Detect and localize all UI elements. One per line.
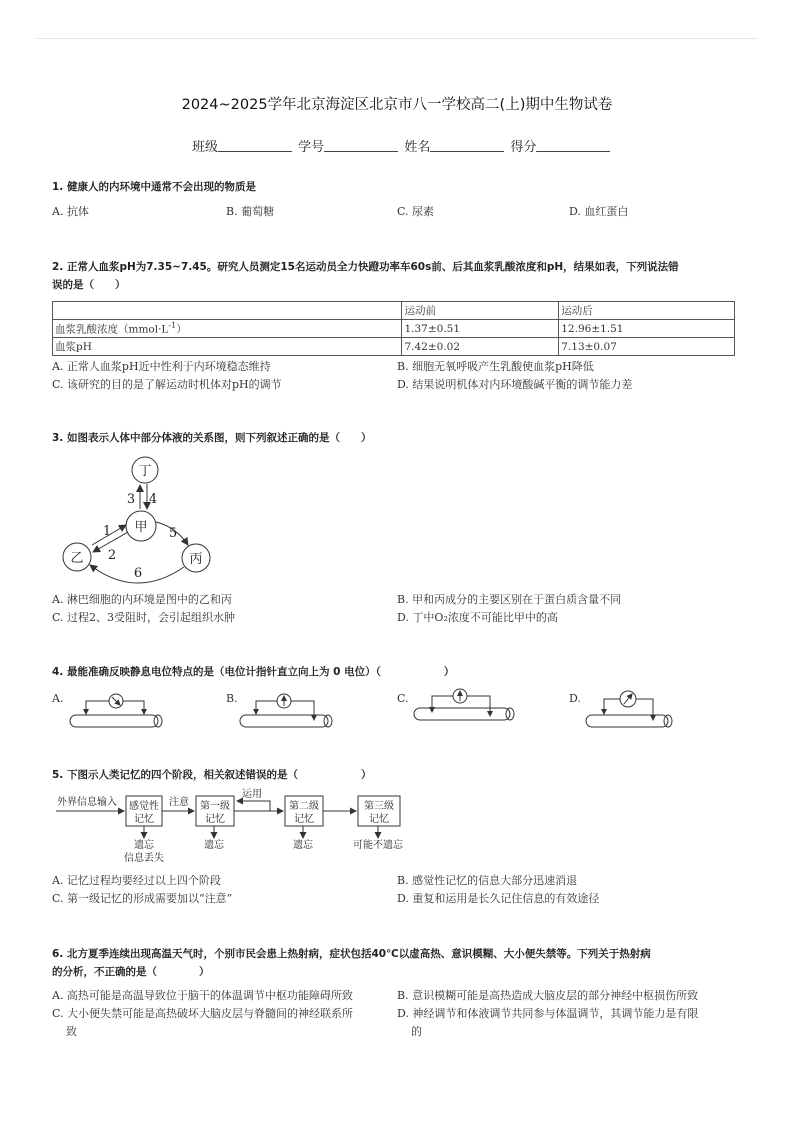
q4-c-apparatus <box>414 689 514 720</box>
q4-b-apparatus <box>240 694 332 727</box>
input-label: 外界信息输入 <box>57 797 117 808</box>
score-blank[interactable] <box>536 139 610 152</box>
q6-option-a[interactable]: A. 高热可能是高温导致位于脑干的体温调节中枢功能障碍所致 <box>52 989 353 1002</box>
forget-second: 遗忘 <box>293 840 313 851</box>
node-bing <box>182 544 210 572</box>
score-label: 得分 <box>510 140 537 155</box>
q2-data-table <box>52 301 735 356</box>
q4-option-c[interactable]: C. <box>397 692 409 705</box>
stage-third-line1: 第三级 <box>364 801 394 812</box>
q4-option-b[interactable]: B. <box>226 692 238 705</box>
node-jia-label: 甲 <box>134 520 148 535</box>
stage-first-line2: 记忆 <box>205 814 225 825</box>
table-header-cell: 运动前 <box>402 302 559 320</box>
forget-sensory: 遗忘 <box>134 840 154 851</box>
q3-option-b[interactable]: B. 甲和丙成分的主要区别在于蛋白质含量不同 <box>397 593 622 606</box>
node-yi-label: 乙 <box>70 551 84 566</box>
stage-sensory-box <box>126 796 162 826</box>
table-cell: 1.37±0.51 <box>402 320 559 338</box>
page-title: 2024~2025学年北京海淀区北京市八一学校高二(上)期中生物试卷 <box>181 97 613 113</box>
node-ding-label: 丁 <box>138 464 152 479</box>
table-row-label: 血浆乳酸浓度$(mmol\cdot L^{-1})$ <box>53 320 402 338</box>
stage-sensory-line1: 感觉性 <box>129 801 159 812</box>
node-yi <box>63 543 91 571</box>
q4-option-a[interactable]: A. <box>52 692 64 705</box>
attention-label: 注意 <box>169 797 189 808</box>
q1-option-b[interactable]: B. 葡萄糖 <box>226 205 275 218</box>
q2-option-c[interactable]: C. 该研究的目的是了解运动时机体对pH的调节 <box>52 378 282 391</box>
q6-option-c-cont: 致 <box>66 1025 77 1038</box>
q1-option-d[interactable]: D. 血红蛋白 <box>569 205 629 218</box>
q6-option-c[interactable]: C. 大小便失禁可能是高热破坏大脑皮层与脊髓间的神经联系所 <box>52 1007 354 1020</box>
q6-option-d[interactable]: D. 神经调节和体液调节共同参与体温调节，其调节能力是有限 <box>397 1007 699 1020</box>
q2-option-b[interactable]: B. 细胞无氧呼吸产生乳酸使血浆pH降低 <box>397 360 594 373</box>
question-5-stem: 5. 下图示人类记忆的四个阶段，相关叙述错误的是（ ） <box>52 769 372 781</box>
stage-second-box <box>285 796 323 826</box>
arrow-5 <box>156 522 188 545</box>
table-header-cell: 运动后 <box>559 302 735 320</box>
info-lost: 信息丢失 <box>124 853 164 864</box>
stage-first-line1: 第一级 <box>200 801 230 812</box>
maybe-not-forget: 可能不遗忘 <box>353 840 403 851</box>
question-2-stem-line1: 2. 正常人血浆pH为7.35~7.45。研究人员测定15名运动员全力快蹬功率车60s前、后其血浆乳酸浓度和pH，结果如表，下列说法错 <box>52 261 679 273</box>
name-blank[interactable] <box>430 139 504 152</box>
q3-option-c[interactable]: C. 过程2、3受阻时，会引起组织水肿 <box>52 611 236 624</box>
node-jia <box>126 511 156 541</box>
table-row-label: 血浆pH <box>53 338 402 356</box>
node-ding <box>132 457 158 483</box>
arrow-label-2: 2 <box>107 548 117 563</box>
arrow-6 <box>90 565 184 583</box>
arrow-2 <box>93 532 128 552</box>
arrow-1 <box>92 525 126 545</box>
table-cell: 12.96±1.51 <box>559 320 735 338</box>
forget-first: 遗忘 <box>204 840 224 851</box>
number-label: 学号 <box>298 140 325 155</box>
student-info-fields <box>192 136 612 155</box>
arrow-label-3: 3 <box>126 492 136 507</box>
node-bing-label: 丙 <box>189 552 203 567</box>
q4-a-apparatus <box>70 694 162 727</box>
q3-option-d[interactable]: D. 丁中O₂浓度不可能比甲中的高 <box>397 611 558 624</box>
arrow-label-6: 6 <box>133 566 143 581</box>
q5-option-d[interactable]: D. 重复和运用是长久记住信息的有效途径 <box>397 892 600 905</box>
question-4-stem: 4. 最能准确反映静息电位特点的是（电位计指针直立向上为 0 电位）（ ） <box>52 666 455 678</box>
stage-second-line2: 记忆 <box>294 814 314 825</box>
q4-d-apparatus <box>586 691 672 727</box>
q5-option-c[interactable]: C. 第一级记忆的形成需要加以“注意” <box>52 892 233 905</box>
q1-option-c[interactable]: C. 尿素 <box>397 205 435 218</box>
stage-third-box <box>358 796 400 826</box>
header-rule <box>36 38 758 39</box>
stage-third-line2: 记忆 <box>369 814 389 825</box>
table-header-cell <box>53 302 402 320</box>
q6-option-d-cont: 的 <box>411 1025 422 1038</box>
question-1-stem: 1. 健康人的内环境中通常不会出现的物质是 <box>52 181 256 193</box>
arrow-label-1: 1 <box>102 524 112 539</box>
arrow-label-5: 5 <box>168 526 178 541</box>
stage-sensory-line2: 记忆 <box>134 814 154 825</box>
q5-option-a[interactable]: A. 记忆过程均要经过以上四个阶段 <box>52 874 221 887</box>
q4-option-d[interactable]: D. <box>569 692 581 705</box>
table-cell: 7.13±0.07 <box>559 338 735 356</box>
q2-option-d[interactable]: D. 结果说明机体对内环境酸碱平衡的调节能力差 <box>397 378 633 391</box>
question-3-stem: 3. 如图表示人体中部分体液的关系图，则下列叙述正确的是（ ） <box>52 432 372 444</box>
question-2-stem-line2: 误的是（ ） <box>52 279 126 291</box>
arrow-label-4: 4 <box>148 492 158 507</box>
class-blank[interactable] <box>218 139 292 152</box>
question-6-stem-line1: 6. 北方夏季连续出现高温天气时，个别市民会患上热射病，症状包括40℃以虚高热、意识模糊、大小便失禁等。下列关于热射病 <box>52 948 651 960</box>
name-label: 姓名 <box>404 140 431 155</box>
table-row <box>53 320 735 338</box>
class-label: 班级 <box>192 140 219 155</box>
table-header-row <box>53 302 735 320</box>
stage-second-line1: 第二级 <box>289 801 319 812</box>
question-6-stem-line2: 的分析，不正确的是（ ） <box>52 966 210 978</box>
number-blank[interactable] <box>324 139 398 152</box>
table-row <box>53 338 735 356</box>
q2-option-a[interactable]: A. 正常人血浆pH近中性利于内环境稳态维持 <box>52 360 271 373</box>
table-cell: 7.42±0.02 <box>402 338 559 356</box>
q3-option-a[interactable]: A. 淋巴细胞的内环境是图中的乙和丙 <box>52 593 232 606</box>
q1-option-a[interactable]: A. 抗体 <box>52 205 89 218</box>
stage-first-box <box>196 796 234 826</box>
q5-option-b[interactable]: B. 感觉性记忆的信息大部分迅速消退 <box>397 874 578 887</box>
q6-option-b[interactable]: B. 意识模糊可能是高热造成大脑皮层的部分神经中枢损伤所致 <box>397 989 699 1002</box>
use-label: 运用 <box>242 789 262 800</box>
